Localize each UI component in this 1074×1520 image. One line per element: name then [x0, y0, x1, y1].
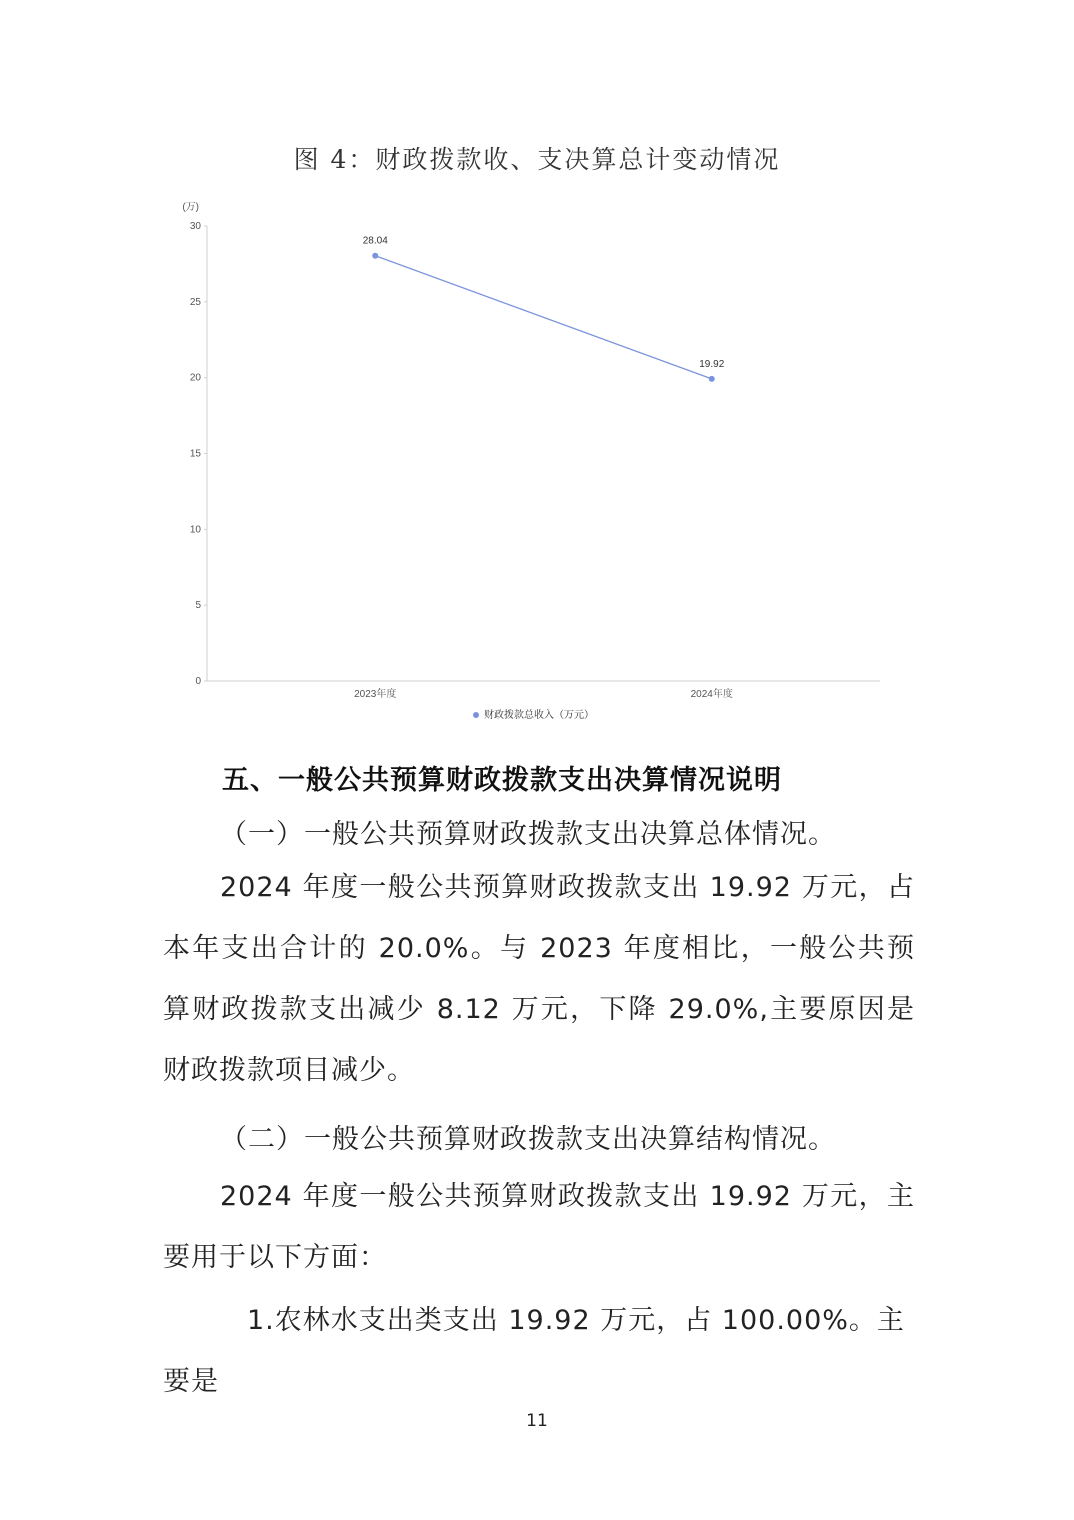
y-tick-label: 30: [189, 221, 201, 232]
paragraph-overall: 2024 年度一般公共预算财政拨款支出 19.92 万元，占本年支出合计的 20.0%。与 2023 年度相比，一般公共预算财政拨款支出减少 8.12 万元，下降 29.0%,主要原因是财政拨款项目减少。: [163, 872, 915, 1086]
section-heading: 五、一般公共预算财政拨款支出决算情况说明: [222, 765, 782, 796]
data-point: [709, 376, 715, 382]
y-tick-label: 15: [189, 448, 201, 460]
y-tick-label: 5: [195, 600, 201, 612]
page-number: 11: [526, 1411, 548, 1431]
legend-label: 财政拨款总收入（万元）: [484, 710, 594, 721]
data-point: [372, 253, 378, 259]
y-tick-label: 0: [195, 676, 201, 687]
y-axis-unit-label: (万): [182, 202, 199, 213]
data-label: 28.04: [362, 235, 388, 247]
subsection-heading-1: （一）一般公共预算财政拨款支出决算总体情况。: [220, 819, 836, 850]
subsection-heading-2: （二）一般公共预算财政拨款支出决算结构情况。: [220, 1124, 836, 1155]
y-tick-label: 20: [189, 372, 201, 384]
figure-title: 图 4：财政拨款收、支决算总计变动情况: [293, 145, 781, 174]
x-tick-label: 2024年度: [690, 689, 733, 700]
y-tick-label: 25: [189, 296, 201, 308]
paragraph-item-1: 1.农林水支出类支出 19.92 万元，占 100.00%。主要是: [163, 1305, 905, 1397]
y-tick-label: 10: [189, 524, 201, 536]
series-line: [375, 256, 712, 379]
paragraph-structure: 2024 年度一般公共预算财政拨款支出 19.92 万元，主要用于以下方面：: [163, 1181, 915, 1273]
legend-marker: [473, 712, 479, 718]
x-tick-label: 2023年度: [354, 689, 397, 700]
data-label: 19.92: [699, 358, 725, 370]
line-chart: [160, 196, 900, 736]
